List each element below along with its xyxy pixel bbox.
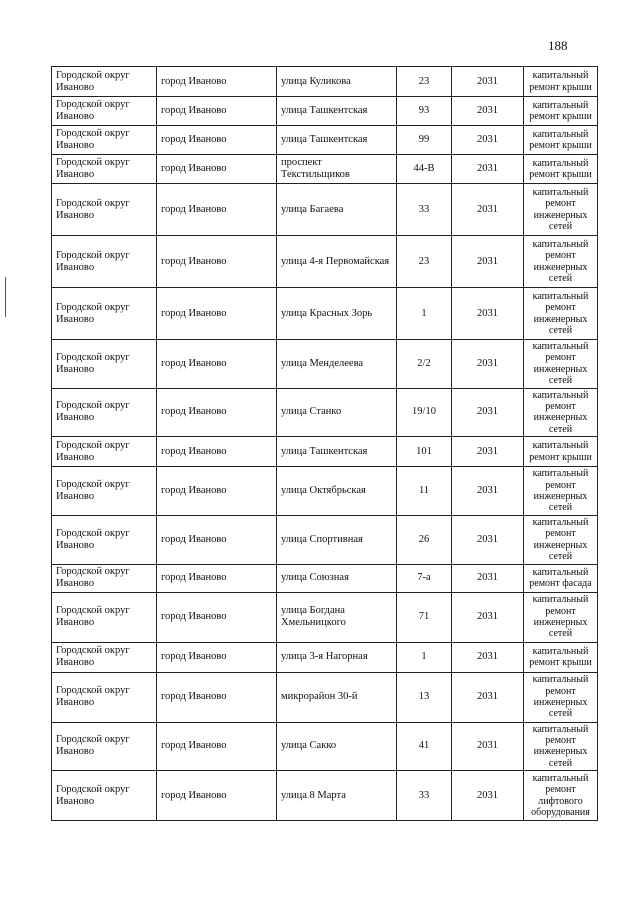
street-cell: микрорайон 30-й [277, 672, 397, 722]
house-number-cell: 23 [397, 236, 452, 288]
house-number-cell: 41 [397, 722, 452, 771]
okrug-cell: Городской округ Иваново [52, 771, 157, 821]
table-row [52, 672, 598, 722]
house-number-cell: 33 [397, 771, 452, 821]
house-number-cell: 2/2 [397, 340, 452, 389]
table-row [52, 722, 598, 771]
house-number-cell: 23 [397, 67, 452, 97]
street-cell: проспект Текстильщиков [277, 155, 397, 184]
work-type-cell: капитальный ремонт инженерных сетей [524, 722, 598, 771]
street-cell: улица Багаева [277, 184, 397, 236]
city-cell: город Иваново [157, 97, 277, 126]
okrug-cell: Городской округ Иваново [52, 388, 157, 437]
table-row [52, 184, 598, 236]
street-cell: улица Ташкентская [277, 97, 397, 126]
table-row [52, 592, 598, 642]
year-cell: 2031 [452, 388, 524, 437]
work-type-cell: капитальный ремонт крыши [524, 126, 598, 155]
year-cell: 2031 [452, 288, 524, 340]
city-cell: город Иваново [157, 236, 277, 288]
city-cell: город Иваново [157, 340, 277, 389]
table-row [52, 564, 598, 592]
street-cell: улица Ташкентская [277, 126, 397, 155]
house-number-cell: 13 [397, 672, 452, 722]
year-cell: 2031 [452, 722, 524, 771]
table-row [52, 67, 598, 97]
city-cell: город Иваново [157, 184, 277, 236]
city-cell: город Иваново [157, 564, 277, 592]
work-type-cell: капитальный ремонт крыши [524, 97, 598, 126]
year-cell: 2031 [452, 155, 524, 184]
okrug-cell: Городской округ Иваново [52, 467, 157, 516]
city-cell: город Иваново [157, 515, 277, 564]
house-number-cell: 101 [397, 437, 452, 467]
year-cell: 2031 [452, 592, 524, 642]
work-type-cell: капитальный ремонт крыши [524, 642, 598, 672]
city-cell: город Иваново [157, 672, 277, 722]
street-cell: улица 8 Марта [277, 771, 397, 821]
work-type-cell: капитальный ремонт инженерных сетей [524, 672, 598, 722]
street-cell: улица Куликова [277, 67, 397, 97]
year-cell: 2031 [452, 437, 524, 467]
year-cell: 2031 [452, 467, 524, 516]
page-number: 188 [548, 38, 568, 53]
year-cell: 2031 [452, 340, 524, 389]
table-row [52, 388, 598, 437]
okrug-cell: Городской округ Иваново [52, 155, 157, 184]
table-row [52, 155, 598, 184]
table-row [52, 126, 598, 155]
okrug-cell: Городской округ Иваново [52, 642, 157, 672]
work-type-cell: капитальный ремонт инженерных сетей [524, 515, 598, 564]
table-row [52, 467, 598, 516]
year-cell: 2031 [452, 515, 524, 564]
table-row [52, 437, 598, 467]
street-cell: улица Октябрьская [277, 467, 397, 516]
table-row [52, 771, 598, 821]
year-cell: 2031 [452, 672, 524, 722]
okrug-cell: Городской округ Иваново [52, 722, 157, 771]
table-row [52, 515, 598, 564]
work-type-cell: капитальный ремонт крыши [524, 437, 598, 467]
work-type-cell: капитальный ремонт инженерных сетей [524, 388, 598, 437]
house-number-cell: 26 [397, 515, 452, 564]
work-type-cell: капитальный ремонт крыши [524, 67, 598, 97]
okrug-cell: Городской округ Иваново [52, 564, 157, 592]
house-number-cell: 11 [397, 467, 452, 516]
street-cell: улица Богдана Хмельницкого [277, 592, 397, 642]
okrug-cell: Городской округ Иваново [52, 67, 157, 97]
okrug-cell: Городской округ Иваново [52, 97, 157, 126]
table-row [52, 340, 598, 389]
work-type-cell: капитальный ремонт лифтового оборудования [524, 771, 598, 821]
city-cell: город Иваново [157, 771, 277, 821]
year-cell: 2031 [452, 564, 524, 592]
work-type-cell: капитальный ремонт инженерных сетей [524, 592, 598, 642]
register-table [51, 66, 598, 821]
okrug-cell: Городской округ Иваново [52, 236, 157, 288]
city-cell: город Иваново [157, 592, 277, 642]
okrug-cell: Городской округ Иваново [52, 592, 157, 642]
table-row [52, 288, 598, 340]
register-table-body [52, 67, 598, 821]
year-cell: 2031 [452, 97, 524, 126]
city-cell: город Иваново [157, 388, 277, 437]
margin-mark [5, 277, 6, 317]
work-type-cell: капитальный ремонт инженерных сетей [524, 340, 598, 389]
work-type-cell: капитальный ремонт инженерных сетей [524, 236, 598, 288]
year-cell: 2031 [452, 771, 524, 821]
house-number-cell: 1 [397, 642, 452, 672]
okrug-cell: Городской округ Иваново [52, 288, 157, 340]
house-number-cell: 19/10 [397, 388, 452, 437]
year-cell: 2031 [452, 126, 524, 155]
house-number-cell: 44-В [397, 155, 452, 184]
okrug-cell: Городской округ Иваново [52, 672, 157, 722]
city-cell: город Иваново [157, 67, 277, 97]
table-row [52, 97, 598, 126]
city-cell: город Иваново [157, 437, 277, 467]
city-cell: город Иваново [157, 288, 277, 340]
street-cell: улица Менделеева [277, 340, 397, 389]
work-type-cell: капитальный ремонт фасада [524, 564, 598, 592]
street-cell: улица 3-я Нагорная [277, 642, 397, 672]
table-row [52, 642, 598, 672]
okrug-cell: Городской округ Иваново [52, 515, 157, 564]
okrug-cell: Городской округ Иваново [52, 184, 157, 236]
year-cell: 2031 [452, 67, 524, 97]
city-cell: город Иваново [157, 722, 277, 771]
city-cell: город Иваново [157, 126, 277, 155]
okrug-cell: Городской округ Иваново [52, 340, 157, 389]
street-cell: улица Красных Зорь [277, 288, 397, 340]
house-number-cell: 93 [397, 97, 452, 126]
street-cell: улица Сакко [277, 722, 397, 771]
house-number-cell: 71 [397, 592, 452, 642]
street-cell: улица Станко [277, 388, 397, 437]
house-number-cell: 7-а [397, 564, 452, 592]
year-cell: 2031 [452, 184, 524, 236]
street-cell: улица 4-я Первомайская [277, 236, 397, 288]
city-cell: город Иваново [157, 642, 277, 672]
house-number-cell: 99 [397, 126, 452, 155]
work-type-cell: капитальный ремонт инженерных сетей [524, 288, 598, 340]
work-type-cell: капитальный ремонт инженерных сетей [524, 184, 598, 236]
street-cell: улица Ташкентская [277, 437, 397, 467]
year-cell: 2031 [452, 642, 524, 672]
street-cell: улица Союзная [277, 564, 397, 592]
year-cell: 2031 [452, 236, 524, 288]
house-number-cell: 33 [397, 184, 452, 236]
okrug-cell: Городской округ Иваново [52, 126, 157, 155]
street-cell: улица Спортивная [277, 515, 397, 564]
city-cell: город Иваново [157, 155, 277, 184]
work-type-cell: капитальный ремонт инженерных сетей [524, 467, 598, 516]
okrug-cell: Городской округ Иваново [52, 437, 157, 467]
house-number-cell: 1 [397, 288, 452, 340]
work-type-cell: капитальный ремонт крыши [524, 155, 598, 184]
city-cell: город Иваново [157, 467, 277, 516]
table-row [52, 236, 598, 288]
